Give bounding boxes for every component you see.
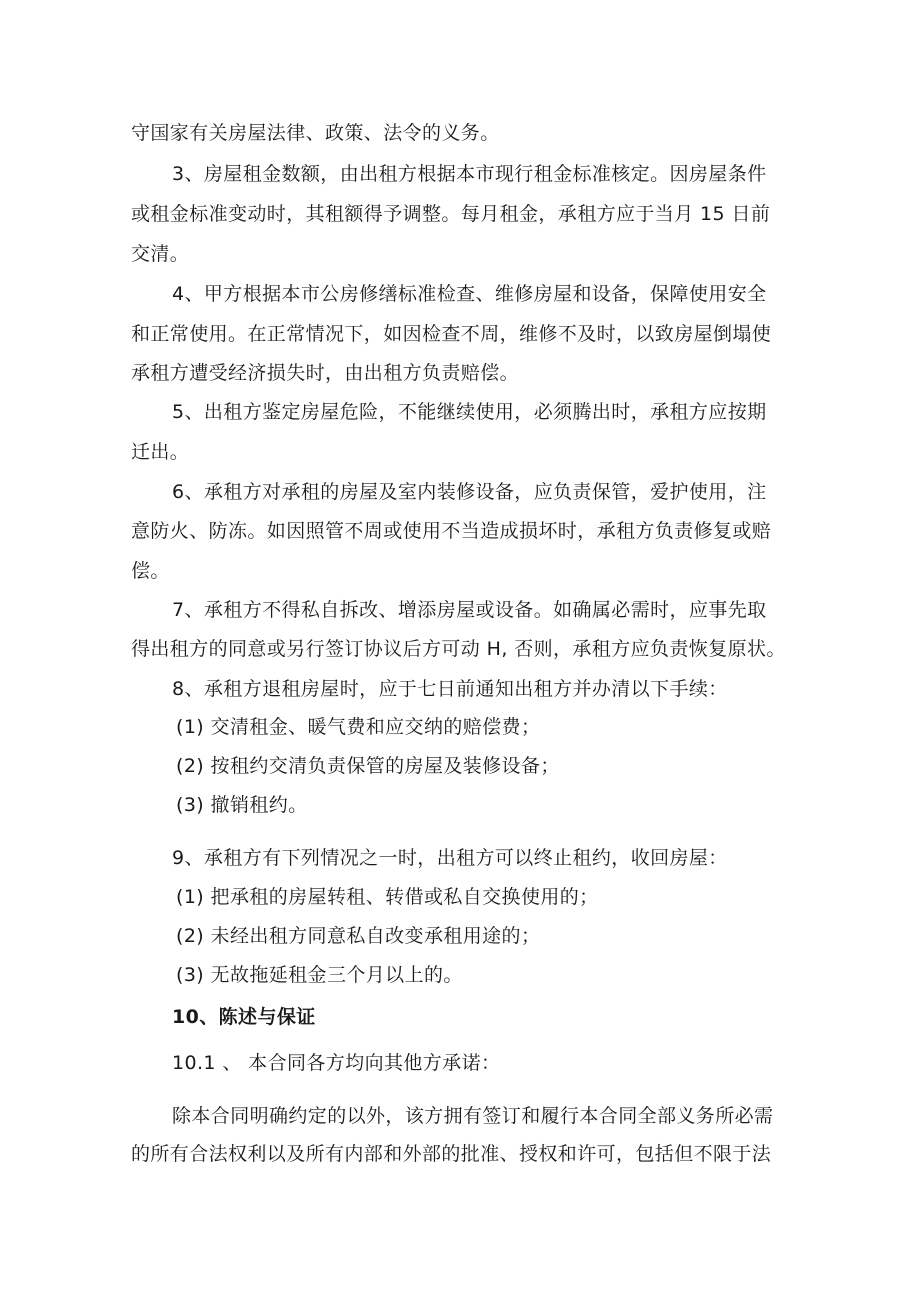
clause-7-line-2: 得出租方的同意或另行签订协议后方可动 H, 否则，承租方应负责恢复原状。 bbox=[131, 638, 786, 660]
clause-4-line-1: 4、甲方根据本市公房修缮标准检查、维修房屋和设备，保障使用安全 bbox=[172, 283, 767, 305]
clause-9-item-2: (2) 未经出租方同意私自改变承租用途的； bbox=[176, 925, 541, 947]
clause-3-line-2: 或租金标准变动时，其租额得予调整。每月租金，承租方应于当月 15 日前 bbox=[131, 203, 771, 225]
clause-9-heading: 9、承租方有下列情况之一时，出租方可以终止租约，收回房屋： bbox=[172, 847, 728, 869]
section-10-1-line-1: 除本合同明确约定的以外，该方拥有签订和履行本合同全部义务所必需 bbox=[172, 1105, 774, 1127]
clause-7-line-1: 7、承租方不得私自拆改、增添房屋或设备。如确属必需时，应事先取 bbox=[172, 599, 767, 621]
clause-6-line-3: 偿。 bbox=[131, 560, 170, 582]
clause-8-item-2: (2) 按租约交清负责保管的房屋及装修设备； bbox=[176, 755, 560, 777]
section-10-heading: 10、陈述与保证 bbox=[172, 1006, 316, 1028]
section-10-1-line-2: 的所有合法权利以及所有内部和外部的批准、授权和许可，包括但不限于法 bbox=[131, 1143, 772, 1165]
clause-3-line-1: 3、房屋租金数额，由出租方根据本市现行租金标准核定。因房屋条件 bbox=[172, 163, 767, 185]
clause-8-heading: 8、承租方退租房屋时，应于七日前通知出租方并办清以下手续： bbox=[172, 678, 728, 700]
clause-5-line-2: 迁出。 bbox=[131, 441, 190, 463]
clause-4-line-2: 和正常使用。在正常情况下，如因检查不周，维修不及时，以致房屋倒塌使 bbox=[131, 323, 772, 345]
clause-9-item-3: (3) 无故拖延租金三个月以上的。 bbox=[176, 964, 463, 986]
text-line-continuation: 守国家有关房屋法律、政策、法令的义务。 bbox=[131, 122, 500, 144]
section-10-1-heading: 10.1 、 本合同各方均向其他方承诺： bbox=[172, 1052, 501, 1074]
clause-3-line-3: 交清。 bbox=[131, 243, 190, 265]
clause-8-item-1: (1) 交清租金、暖气费和应交纳的赔偿费； bbox=[176, 716, 541, 738]
clause-5-line-1: 5、出租方鉴定房屋危险，不能继续使用，必须腾出时，承租方应按期 bbox=[172, 401, 767, 423]
clause-6-line-1: 6、承租方对承租的房屋及室内装修设备，应负责保管，爱护使用，注 bbox=[172, 481, 767, 503]
clause-6-line-2: 意防火、防冻。如因照管不周或使用不当造成损坏时，承租方负责修复或赔 bbox=[131, 520, 772, 542]
clause-4-line-3: 承租方遭受经济损失时，由出租方负责赔偿。 bbox=[131, 362, 520, 384]
clause-9-item-1: (1) 把承租的房屋转租、转借或私自交换使用的； bbox=[176, 886, 599, 908]
clause-8-item-3: (3) 撤销租约。 bbox=[176, 794, 308, 816]
